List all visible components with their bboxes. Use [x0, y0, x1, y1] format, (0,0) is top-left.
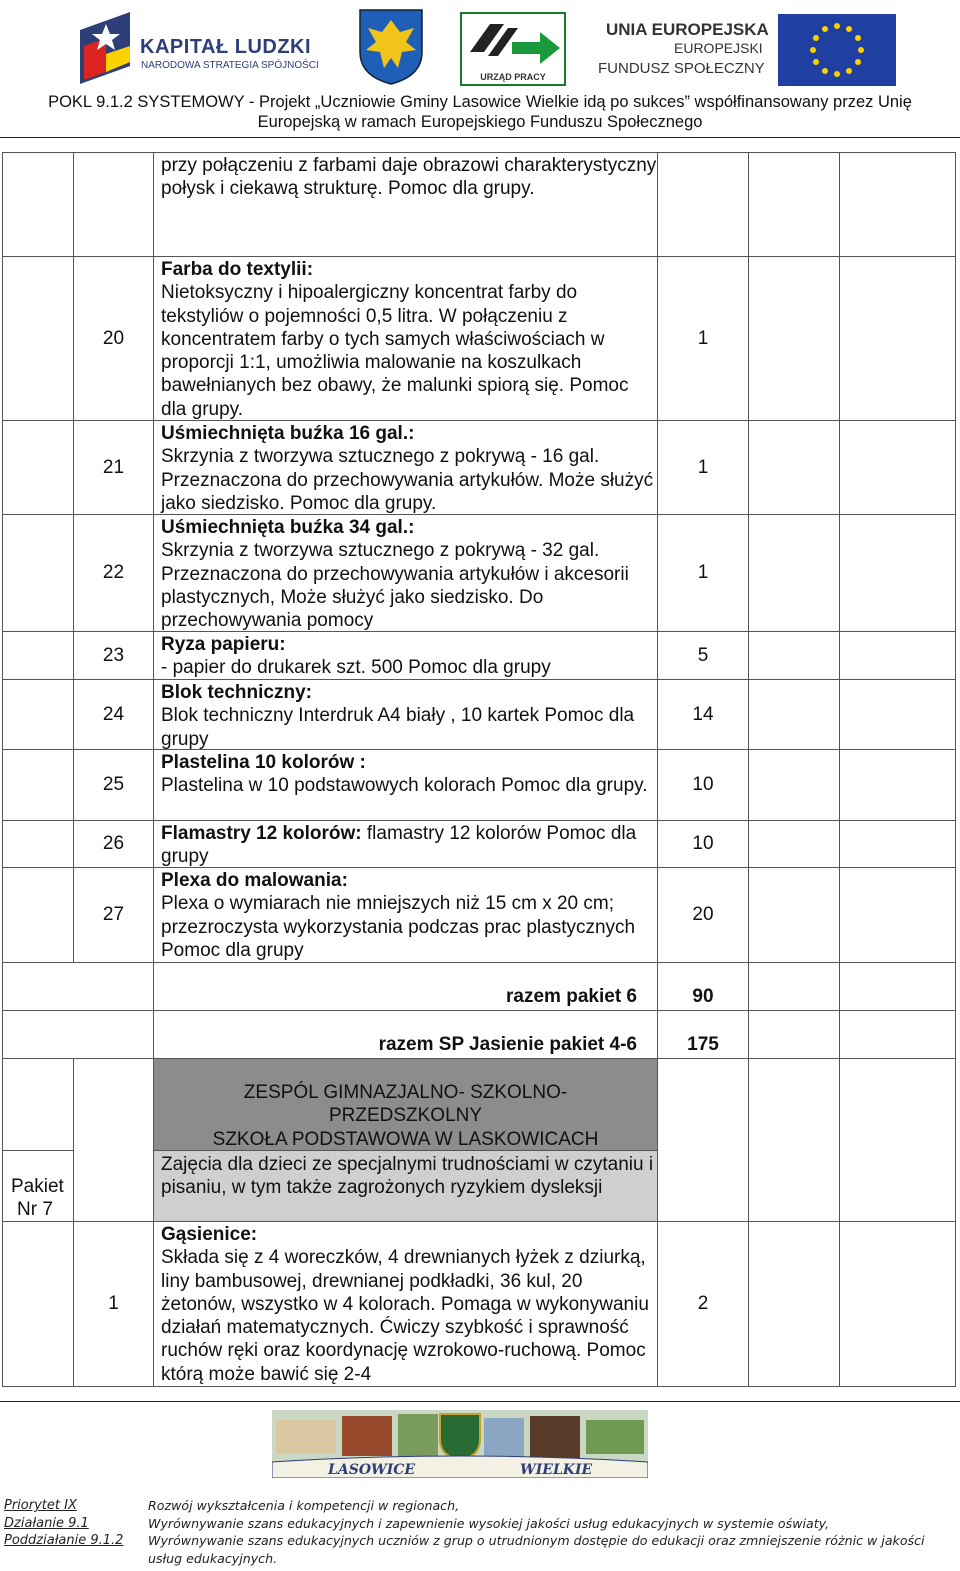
pakiet7-label-line1: Pakiet — [11, 1176, 64, 1197]
eu-flag-icon — [778, 14, 896, 86]
row-title: Uśmiechnięta buźka 34 gal.: — [161, 517, 415, 538]
star-flag-icon — [76, 6, 136, 86]
footer-right-line4: usług edukacyjnych. — [148, 1550, 278, 1566]
row-title: Gąsienice: — [161, 1224, 258, 1245]
footer-left-line3: Poddziałanie 9.1.2 — [4, 1533, 124, 1548]
row-title: Ryza papieru: — [161, 634, 286, 655]
row-num: 25 — [73, 749, 154, 821]
row-description — [153, 631, 658, 680]
table-cell-empty — [839, 1221, 956, 1387]
table-cell-empty — [839, 820, 956, 868]
row-num — [73, 152, 154, 257]
table-cell-empty — [748, 152, 840, 257]
kl-subtitle: NARODOWA STRATEGIA SPÓJNOŚCI — [141, 60, 319, 71]
table-cell-empty — [839, 514, 956, 632]
table-cell-empty — [748, 820, 840, 868]
project-line2: Europejską w ramach Europejskiego Funduszu Społecznego — [257, 113, 703, 131]
row-title: Plexa do malowania: — [161, 870, 348, 891]
school-line2: PRZEDSZKOLNY — [328, 1105, 483, 1127]
table-cell-empty — [748, 256, 840, 421]
table-cell-empty — [2, 1010, 154, 1059]
row-qty: 20 — [657, 867, 749, 963]
row-text: Nietoksyczny i hipoalergiczny koncentrat farby do tekstyliów o pojemności 0,5 litra. W połączeniu z koncentratem farby o tych samych właściwościach w proporcji 1:1, umożliwia malowanie na koszulkach bawełnianych bez obawy, że malunki spiorą się. Pomoc dla grupy. — [161, 282, 629, 420]
row-qty: 1 — [657, 420, 749, 515]
row-text: przy połączeniu z farbami daje obrazowi charakterystyczny połysk i ciekawą strukturę. Pomoc dla grupy. — [161, 155, 657, 200]
table-cell-empty — [748, 962, 840, 1011]
footer-left-line1: Priorytet IX — [4, 1498, 77, 1513]
row-qty: 14 — [657, 679, 749, 750]
row-title: Plastelina 10 kolorów : — [161, 752, 366, 773]
footer-divider — [0, 1401, 960, 1402]
table-cell-empty — [2, 820, 74, 868]
footer-right-line3: Wyrównywanie szans edukacyjnych uczniów z grup o utrudnionym dostępie do edukacji oraz zmniejszenie różnic w jakości — [148, 1533, 925, 1548]
kl-title: KAPITAŁ LUDZKI — [140, 36, 312, 58]
row-description — [153, 820, 658, 868]
table-cell-empty — [657, 1058, 749, 1222]
row-num: 26 — [73, 820, 154, 868]
project-title — [0, 92, 960, 132]
row-num: 1 — [73, 1221, 154, 1387]
banner-right-text: WIELKIE — [520, 1462, 593, 1478]
footer-right-line1: Rozwój wykształcenia i kompetencji w regionach, — [148, 1498, 460, 1513]
table-cell-empty — [839, 1058, 956, 1222]
table-cell-empty — [839, 420, 956, 515]
row-description — [153, 514, 658, 632]
row-qty: 1 — [657, 514, 749, 632]
row-description — [153, 152, 658, 257]
table-cell-empty — [748, 749, 840, 821]
kapital-ludzki-logo — [76, 6, 326, 86]
table-cell-empty — [748, 514, 840, 632]
pakiet7-label — [2, 1150, 74, 1222]
table-cell-empty — [748, 1221, 840, 1387]
table-cell-empty — [748, 679, 840, 750]
row-qty: 10 — [657, 749, 749, 821]
row-description — [153, 256, 658, 421]
table-cell-empty — [2, 749, 74, 821]
table-cell-empty — [748, 1010, 840, 1059]
table-cell-empty — [748, 867, 840, 963]
project-line1: POKL 9.1.2 SYSTEMOWY - Projekt „Uczniowie Gminy Lasowice Wielkie idą po sukces” współfinansowany przez Unię — [48, 93, 912, 111]
total-sp-label: razem SP Jasienie pakiet 4-6 — [153, 1010, 658, 1059]
footer-priority — [4, 1497, 123, 1550]
row-num: 24 — [73, 679, 154, 750]
table-cell-empty — [839, 962, 956, 1011]
row-num: 21 — [73, 420, 154, 515]
subject-description: Zajęcia dla dzieci ze specjalnymi trudnościami w czytaniu i pisaniu, w tym także zagrożonych ryzykiem dysleksji — [153, 1150, 658, 1222]
eagle-crest-icon — [356, 6, 426, 86]
lasowice-wielkie-banner-icon — [272, 1410, 648, 1478]
row-description — [153, 679, 658, 750]
table-cell-empty — [839, 1010, 956, 1059]
total-sp-value: 175 — [657, 1010, 749, 1059]
table-cell-empty — [839, 679, 956, 750]
row-text: flamastry 12 kolorów Pomoc dla grupy — [161, 823, 637, 868]
table-cell-empty — [2, 679, 74, 750]
urzad-pracy-text: URZĄD PRACY — [480, 72, 546, 82]
table-cell-empty — [748, 420, 840, 515]
urzad-pracy-logo — [460, 12, 566, 86]
table-cell-empty — [839, 152, 956, 257]
row-description — [153, 867, 658, 963]
header-logos — [0, 0, 960, 90]
header-divider — [0, 137, 960, 138]
ue-line1: UNIA EUROPEJSKA — [606, 20, 769, 39]
row-qty: 5 — [657, 631, 749, 680]
table-cell-empty — [748, 1058, 840, 1222]
row-num: 23 — [73, 631, 154, 680]
table-cell-empty — [2, 631, 74, 680]
row-text: - papier do drukarek szt. 500 Pomoc dla grupy — [161, 657, 551, 679]
lasowice-wielkie-banner — [272, 1410, 648, 1478]
ue-line3: FUNDUSZ SPOŁECZNY — [598, 60, 765, 77]
row-title: Uśmiechnięta buźka 16 gal.: — [161, 423, 415, 444]
row-description — [153, 420, 658, 515]
footer-left-line2: Działanie 9.1 — [4, 1515, 89, 1531]
table-cell-empty — [2, 152, 74, 257]
table-cell-empty — [2, 1221, 74, 1387]
school-header — [153, 1058, 658, 1151]
total-pakiet6-value: 90 — [657, 962, 749, 1011]
ue-line2: EUROPEJSKI — [674, 40, 763, 56]
row-num: 22 — [73, 514, 154, 632]
pakiet7-label-line2: Nr 7 — [17, 1199, 53, 1220]
table-cell-empty — [2, 256, 74, 421]
row-qty: 1 — [657, 256, 749, 421]
table-cell-empty — [839, 867, 956, 963]
row-text: Plexa o wymiarach nie mniejszych niż 15 cm x 20 cm; przezroczysta wykorzystania podczas prac plastycznych Pomoc dla grupy — [161, 893, 636, 961]
table-cell-empty — [839, 749, 956, 821]
row-text: Plastelina w 10 podstawowych kolorach Pomoc dla grupy. — [161, 775, 648, 797]
ue-efs-logo — [598, 14, 898, 86]
table-cell-empty — [2, 867, 74, 963]
row-text: Skrzynia z tworzywa sztucznego z pokrywą - 16 gal. Przeznaczona do przechowywania artykułów. Może służyć jako siedzisko. Pomoc dla grupy. — [161, 446, 654, 514]
row-description — [153, 749, 658, 821]
footer-right-line2: Wyrównywanie szans edukacyjnych i zapewnienie wysokiej jakości usług edukacyjnych w systemie oświaty, — [148, 1515, 830, 1531]
table-cell-empty — [2, 1058, 74, 1151]
school-line3: SZKOŁA PODSTAWOWA W LASKOWICACH — [212, 1128, 599, 1150]
banner-left-text: LASOWICE — [328, 1462, 416, 1478]
row-qty: 10 — [657, 820, 749, 868]
table-cell-empty — [748, 631, 840, 680]
table-cell-empty — [839, 256, 956, 421]
row-text: Składa się z 4 woreczków, 4 drewnianych łyżek z dziurką, liny bambusowej, drewnianej podkładki, 36 kul, 20 żetonów, wszystko w 4 kolorach. Pomaga w wykonywaniu działań matematycznych. Ćwiczy szybkość i sprawność ruchów ręki oraz koordynację wzrokowo-ruchową. Pomoc którą może bawić się 2-4 — [161, 1247, 649, 1385]
row-num: 27 — [73, 867, 154, 963]
table-cell-empty — [2, 420, 74, 515]
table-cell-empty — [2, 962, 154, 1011]
total-pakiet6-label: razem pakiet 6 — [153, 962, 658, 1011]
row-text: Skrzynia z tworzywa sztucznego z pokrywą - 32 gal. Przeznaczona do przechowywania artykułów i akcesorii plastycznych, Może służyć jako siedzisko. Do przechowywania pomocy — [161, 540, 629, 632]
school-line1: ZESPÓL GIMNAZJALNO- SZKOLNO- — [243, 1082, 568, 1103]
row-title: Blok techniczny: — [161, 682, 312, 703]
footer-description — [148, 1497, 956, 1567]
row-title: Flamastry 12 kolorów: — [161, 823, 362, 844]
table-cell-empty — [73, 1058, 154, 1222]
table-cell-empty — [2, 514, 74, 632]
opolskie-crest-logo — [356, 6, 426, 86]
row-title: Farba do textylii: — [161, 259, 314, 280]
table-cell-empty — [839, 631, 956, 680]
row-description — [153, 1221, 658, 1387]
row-qty: 2 — [657, 1221, 749, 1387]
row-qty — [657, 152, 749, 257]
row-num: 20 — [73, 256, 154, 421]
row-text: Blok techniczny Interdruk A4 biały , 10 kartek Pomoc dla grupy — [161, 705, 635, 750]
